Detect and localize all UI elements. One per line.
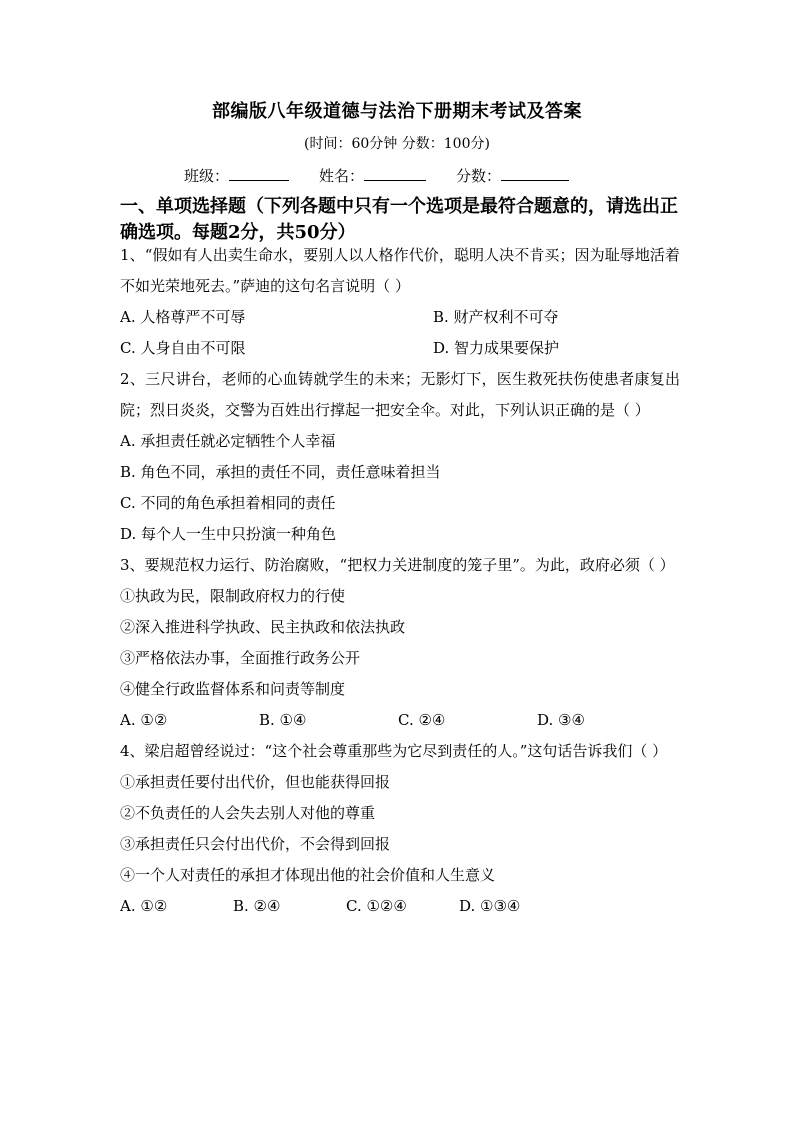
option-a: A. 人格尊严不可辱 [120, 308, 246, 326]
statement-item: ②不负责任的人会失去别人对他的尊重 [120, 804, 376, 822]
section-heading: 一、单项选择题（下列各题中只有一个选项是最符合题意的，请选出正确选项。每题2分，共50分） [120, 196, 678, 243]
statement-item: ②深入推进科学执政、民主执政和依法执政 [120, 618, 406, 636]
options-row [120, 891, 680, 922]
option-b: B. ①④ [259, 711, 307, 729]
option-c: C. ②④ [398, 711, 446, 729]
options-row [120, 333, 680, 364]
option-b: B. 财产权利不可夺 [433, 308, 559, 326]
score-blank [501, 164, 569, 181]
statement-item: ①执政为民，限制政府权力的行使 [120, 587, 346, 605]
option-d: D. ③④ [537, 711, 585, 729]
option-c: C. 不同的角色承担着相同的责任 [120, 494, 336, 512]
question-2 [120, 364, 680, 550]
class-label: 班级： [184, 167, 230, 185]
student-info-line [184, 164, 569, 186]
statement-item: ③承担责任只会付出代价，不会得到回报 [120, 835, 391, 853]
score-label: 分数： [456, 167, 502, 185]
question-stem: 3、要规范权力运行、防治腐败，“把权力关进制度的笼子里”。为此，政府必须（ ） [120, 556, 675, 574]
option-d: D. ①③④ [459, 897, 521, 915]
option-a: A. ①② [120, 711, 168, 729]
name-label: 姓名： [319, 167, 365, 185]
options-row [120, 302, 680, 333]
question-stem: 2、三尺讲台，老师的心血铸就学生的未来；无影灯下，医生救死扶伤使患者康复出院；烈日炎炎，交警为百姓出行撑起一把安全伞。对此，下列认识正确的是（ ） [120, 370, 680, 419]
class-blank [229, 164, 289, 181]
question-stem: 4、梁启超曾经说过：“这个社会尊重那些为它尽到责任的人。”这句话告诉我们（ ） [120, 742, 668, 760]
statement-item: ①承担责任要付出代价，但也能获得回报 [120, 773, 391, 791]
page-title: 部编版八年级道德与法治下册期末考试及答案 [212, 101, 582, 122]
option-c: C. ①②④ [346, 897, 407, 915]
option-b: B. ②④ [233, 897, 281, 915]
questions-list [120, 240, 680, 922]
statement-item: ③严格依法办事，全面推行政务公开 [120, 649, 361, 667]
question-1 [120, 240, 680, 364]
option-b: B. 角色不同，承担的责任不同，责任意味着担当 [120, 463, 441, 481]
options-row [120, 705, 680, 736]
option-a: A. 承担责任就必定牺牲个人幸福 [120, 432, 336, 450]
question-3 [120, 550, 680, 736]
option-d: D. 智力成果要保护 [433, 339, 560, 357]
exam-time-score: (时间：60分钟 分数：100分) [304, 136, 490, 152]
option-a: A. ①② [120, 897, 168, 915]
question-4 [120, 736, 680, 922]
statement-item: ④健全行政监督体系和问责等制度 [120, 680, 346, 698]
option-c: C. 人身自由不可限 [120, 339, 246, 357]
question-stem: 1、“假如有人出卖生命水，要别人以人格作代价，聪明人决不肯买；因为耻辱地活着不如光荣地死去。”萨迪的这句名言说明（ ） [120, 246, 680, 295]
name-blank [364, 164, 426, 181]
statement-item: ④一个人对责任的承担才体现出他的社会价值和人生意义 [120, 866, 496, 884]
option-d: D. 每个人一生中只扮演一种角色 [120, 525, 337, 543]
